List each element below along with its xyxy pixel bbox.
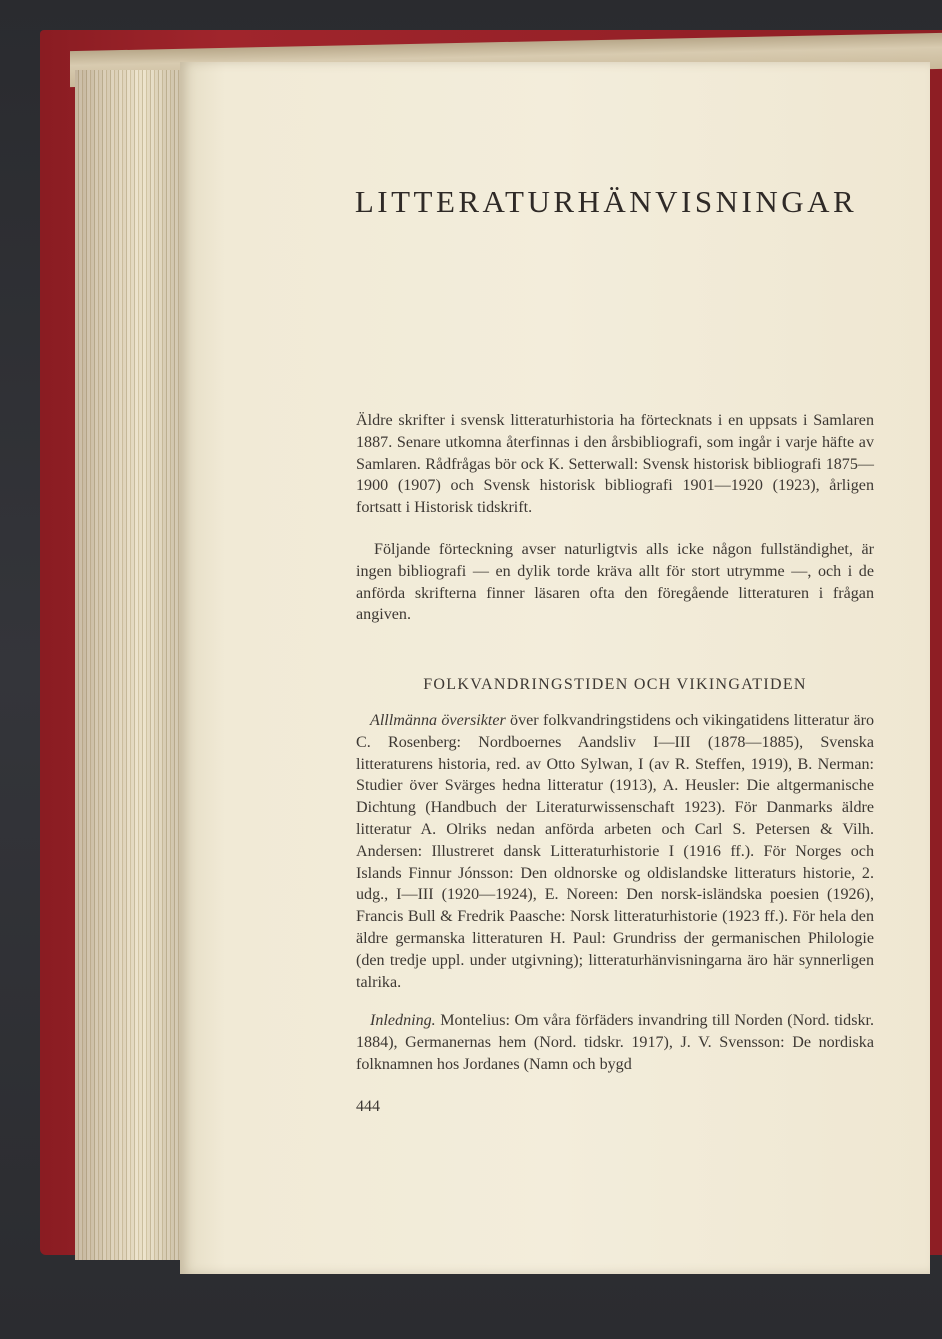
paragraph-lead: Alllmänna översikter (370, 712, 506, 729)
book-page (180, 62, 930, 1274)
page-stack-shadow (75, 70, 185, 1260)
section-paragraph-2 (356, 1010, 874, 1075)
section-paragraph-1 (356, 710, 874, 993)
page-number: 444 (356, 1098, 380, 1115)
page-title: LITTERATURHÄNVISNINGAR (354, 184, 858, 219)
intro-paragraph-2: Följande förteckning avser naturligtvis alls icke någon fullständighet, är ingen bibliografi — en dylik torde kräva allt för stort utrymme —, och i de anförda skrifterna finner läsaren ofta den föregående litteraturen i frågan angiven. (356, 541, 874, 624)
paragraph-text: över folkvandringstidens och vikingatidens litteratur äro C. Rosenberg: Nordboernes Aandsliv I—III (1878—1885), Svenska litteraturens historia, red. av Otto Sylwan, I (av R. Steffen, 1919), B. Nerman: Studier över Svärges hedna litteratur (1913), A. Heusler: Die altgermanische Dichtung (Handbuch der Literaturwissenschaft 1923). För Danmarks äldre litteratur A. Olriks nedan anförda arbeten och Carl S. Petersen & Vilh. Andersen: Illustreret dansk Litteraturhistorie I (1916 ff.). För Norges och Islands Finnur Jónsson: Den oldnorske og oldislandske litteraturs historie, 2. udg., I—III (1920—1924), E. Noreen: Den norsk-isländska poesien (1926), Francis Bull & Fredrik Paasche: Norsk litteraturhistorie (1923 ff.). För hela den äldre germanska litteraturen H. Paul: Grundriss der germanischen Philologie (den tredje uppl. under utgivning); litteraturhänvisningarna äro här synnerligen talrika. (356, 712, 874, 991)
intro-paragraph-1: Äldre skrifter i svensk litteraturhistoria ha förtecknats i en uppsats i Samlaren 1887. Senare utkomna återfinnas i den årsbibliografi, som ingår i varje häfte av Samlaren. Rådfrågas bör ock K. Setterwall: Svensk historisk bibliografi 1875—1900 (1907) och Svensk historisk bibliografi 1901—1920 (1923), årligen fortsatt i Historisk tidskrift. (356, 412, 874, 517)
paragraph-lead: Inledning. (370, 1012, 436, 1029)
paragraph-text: Montelius: Om våra förfäders invandring till Norden (Nord. tidskr. 1884), Germanernas hem (Nord. tidskr. 1917), J. V. Svensson: De nordiska folknamnen hos Jordanes (Namn och bygd (356, 1012, 874, 1073)
section-heading: FOLKVANDRINGSTIDEN OCH VIKINGATIDEN (423, 676, 807, 693)
